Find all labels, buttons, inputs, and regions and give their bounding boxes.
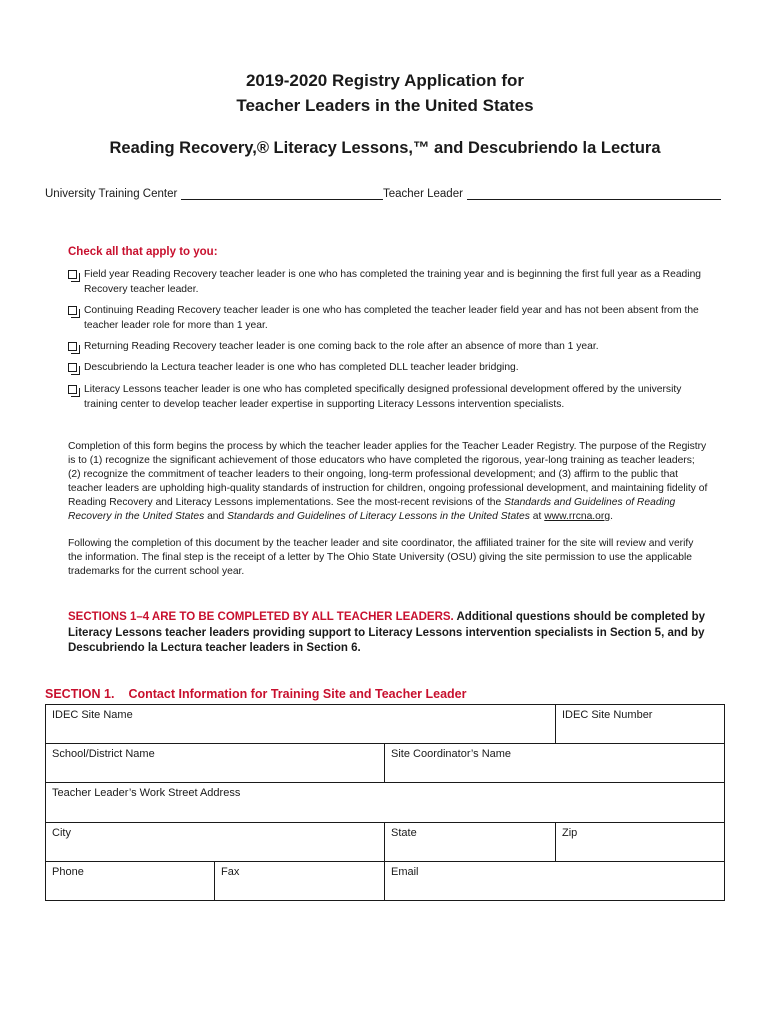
checkbox-returning[interactable]	[68, 342, 77, 351]
field-label: Site Coordinator’s Name	[391, 748, 512, 760]
field-label: IDEC Site Name	[52, 709, 133, 721]
form-title-line2: Teacher Leaders in the United States	[236, 96, 534, 115]
state-field[interactable]	[384, 822, 556, 862]
intro-paragraph-2: Following the completion of this document by the teacher leader and site coordinator, the affiliated trainer for the site will review and verify the information. The final step is the receipt of a letter by The Ohio State University (OSU) giving the site permission to use the applicable trademarks for the current school year.	[68, 538, 694, 577]
teacher-leader-label: Teacher Leader	[383, 188, 463, 200]
fax-field[interactable]	[214, 861, 385, 901]
standards-rr-title: Standards and Guidelines of Reading Recovery in the United States	[68, 497, 676, 522]
field-label: Zip	[562, 827, 578, 839]
idec-site-name-field[interactable]	[45, 704, 556, 744]
intro-end: .	[610, 511, 613, 522]
field-label: Email	[391, 866, 419, 878]
field-label: City	[52, 827, 71, 839]
idec-site-number-field[interactable]	[555, 704, 725, 744]
section-1-heading	[45, 687, 466, 701]
site-coordinator-name-field[interactable]	[384, 743, 725, 783]
option-text: Descubriendo la Lectura teacher leader is one who has completed DLL teacher leader bridging.	[84, 362, 519, 373]
checkbox-continuing[interactable]	[68, 306, 77, 315]
option-text: Field year Reading Recovery teacher leader is one who has completed the training year and is beginning the first full year as a Reading Recovery teacher leader.	[84, 269, 702, 295]
field-label: IDEC Site Number	[562, 709, 653, 721]
rrcna-link[interactable]: www.rrcna.org	[544, 511, 611, 522]
section-1-title: Contact Information for Training Site and Teacher Leader	[128, 687, 467, 701]
zip-field[interactable]	[555, 822, 725, 862]
option-continuing	[68, 304, 708, 333]
city-field[interactable]	[45, 822, 385, 862]
option-text: Returning Reading Recovery teacher leader is one coming back to the role after an absence of more than 1 year.	[84, 341, 599, 352]
training-center-label: University Training Center	[45, 188, 178, 200]
field-label: Phone	[52, 866, 84, 878]
teacher-leader-field[interactable]	[467, 188, 721, 200]
phone-field[interactable]	[45, 861, 215, 901]
standards-ll-title: Standards and Guidelines of Literacy Lessons in the United States	[227, 511, 530, 522]
sections-note	[68, 610, 708, 657]
form-subtitle: Reading Recovery,® Literacy Lessons,™ and Descubriendo la Lectura	[109, 139, 661, 157]
field-label: Teacher Leader’s Work Street Address	[52, 787, 241, 799]
training-center-row	[45, 188, 383, 200]
field-label: State	[391, 827, 417, 839]
sections-note-rest: Additional questions should be completed by Literacy Lessons teacher leaders providing support to Literacy Lessons intervention specialists in Section 5, and by Descubriendo la Lectura teacher leaders in Section 6.	[68, 611, 706, 654]
training-center-field[interactable]	[181, 188, 383, 200]
intro-text: Completion of this form begins the process by which the teacher leader applies for the Teacher Leader Registry. The purpose of the Registry is to (1) recognize the significant achievement of those educators who have completed the rigorous, year-long training as teacher leaders; (2) recognize the commitment of teacher leaders to their ongoing, long-term professional development; and (3) affirm to the public that teacher leaders are upholding high-quality standards of instruction for children, ongoing professional development, and maintaining fidelity of Reading Recovery and Literacy Lessons implementations. See the most-recent revisions of the	[68, 441, 708, 508]
school-district-name-field[interactable]	[45, 743, 385, 783]
work-street-address-field[interactable]	[45, 782, 725, 823]
checklist-heading: Check all that apply to you:	[68, 246, 218, 258]
field-label: School/District Name	[52, 748, 155, 760]
intro-at: at	[529, 511, 545, 522]
field-label: Fax	[221, 866, 240, 878]
option-field-year	[68, 268, 708, 297]
email-field[interactable]	[384, 861, 725, 901]
intro-paragraph-1	[68, 440, 708, 524]
checkbox-descubriendo[interactable]	[68, 363, 77, 372]
option-text: Continuing Reading Recovery teacher leader is one who has completed the teacher leader field year and has not been absent from the teacher leader role for more than 1 year.	[84, 305, 699, 331]
teacher-leader-row	[383, 188, 721, 200]
intro-and: and	[204, 511, 228, 522]
sections-note-red: SECTIONS 1–4 ARE TO BE COMPLETED BY ALL TEACHER LEADERS.	[68, 611, 454, 623]
checkbox-literacy-lessons[interactable]	[68, 385, 77, 394]
section-1-number: SECTION 1.	[45, 687, 115, 701]
form-title-line1: 2019-2020 Registry Application for	[245, 71, 525, 90]
option-literacy-lessons	[68, 383, 708, 412]
checkbox-field-year[interactable]	[68, 270, 77, 279]
option-descubriendo	[68, 361, 708, 376]
option-returning	[68, 340, 708, 355]
option-text: Literacy Lessons teacher leader is one who has completed specifically designed professional development offered by the university training center to develop teacher leader expertise in supporting Literacy Lessons intervention specialists.	[84, 384, 682, 410]
